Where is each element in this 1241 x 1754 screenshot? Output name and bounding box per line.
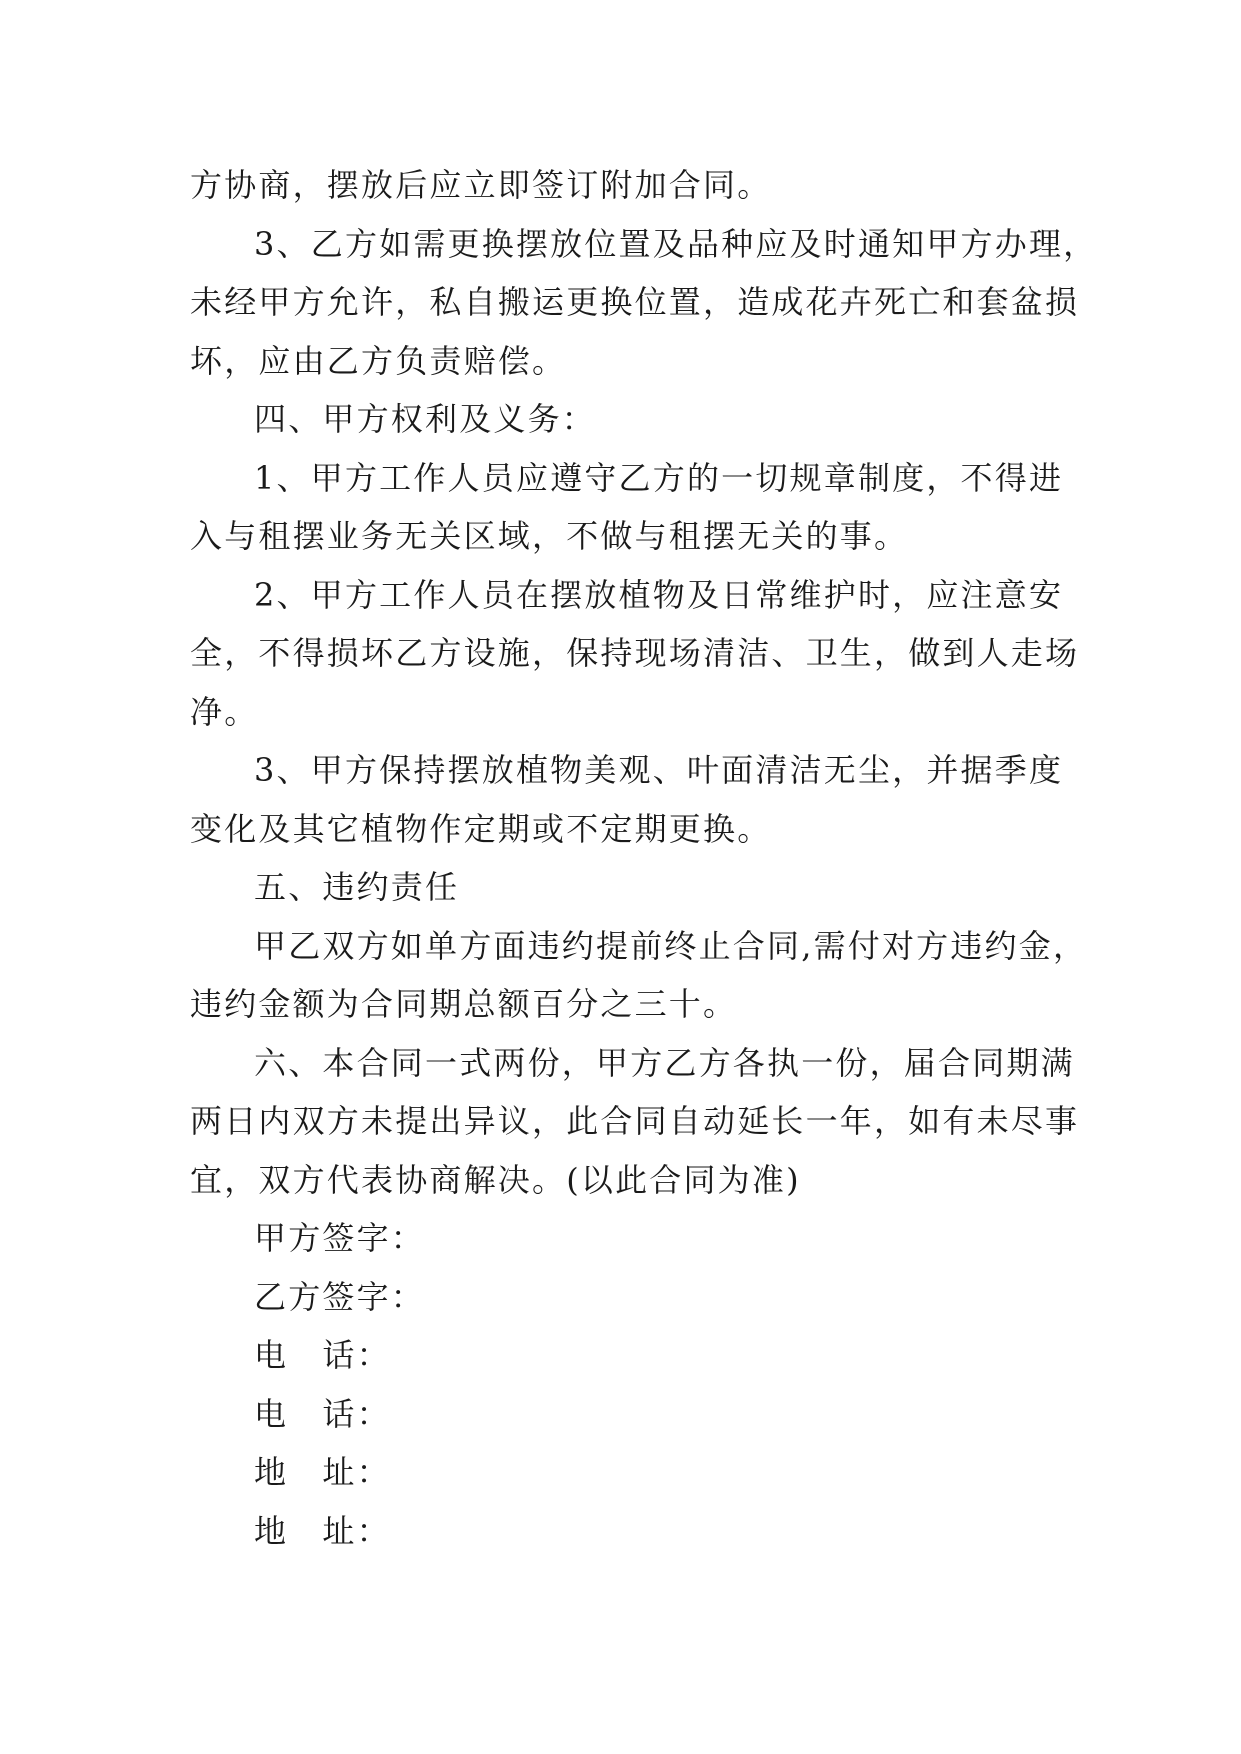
body-line-14: 甲乙双方如单方面违约提前终止合同,需付对方违约金， xyxy=(254,926,1088,965)
address-label-b: 地 址： xyxy=(254,1511,391,1550)
body-line-8: 2、甲方工作人员在摆放植物及日常维护时，应注意安 xyxy=(254,575,1064,614)
body-line-11: 3、甲方保持摆放植物美观、叶面清洁无尘，并据季度 xyxy=(254,751,1064,789)
phone-label-b: 电 话： xyxy=(254,1394,391,1433)
body-line-10: 净。 xyxy=(190,692,259,731)
body-line-18: 宜，双方代表协商解决。(以此合同为准) xyxy=(190,1160,801,1199)
body-line-3: 未经甲方允许，私自搬运更换位置，造成花卉死亡和套盆损 xyxy=(190,283,1080,321)
body-line-6: 1、甲方工作人员应遵守乙方的一切规章制度，不得进 xyxy=(254,458,1064,497)
section-heading-party-a-rights: 四、甲方权利及义务： xyxy=(254,400,597,438)
party-a-signature-label: 甲方签字： xyxy=(254,1219,426,1257)
body-line-1: 方协商，摆放后应立即签订附加合同。 xyxy=(190,166,772,204)
address-label-a: 地 址： xyxy=(254,1453,391,1491)
section-heading-breach: 五、违约责任 xyxy=(254,868,460,906)
body-line-4: 坏，应由乙方负责赔偿。 xyxy=(190,341,567,380)
body-line-16: 六、本合同一式两份，甲方乙方各执一份，届合同期满 xyxy=(254,1043,1075,1082)
body-line-2: 3、乙方如需更换摆放位置及品种应及时通知甲方办理， xyxy=(254,224,1098,263)
body-line-9: 全，不得损坏乙方设施，保持现场清洁、卫生，做到人走场 xyxy=(190,634,1080,672)
body-line-12: 变化及其它植物作定期或不定期更换。 xyxy=(190,809,772,848)
body-line-7: 入与租摆业务无关区域，不做与租摆无关的事。 xyxy=(190,517,909,555)
phone-label-a: 电 话： xyxy=(254,1336,391,1374)
document-body xyxy=(190,156,1098,1560)
body-line-15: 违约金额为合同期总额百分之三十。 xyxy=(190,985,738,1023)
party-b-signature-label: 乙方签字： xyxy=(254,1277,426,1316)
body-line-17: 两日内双方未提出异议，此合同自动延长一年，如有未尽事 xyxy=(190,1102,1080,1140)
